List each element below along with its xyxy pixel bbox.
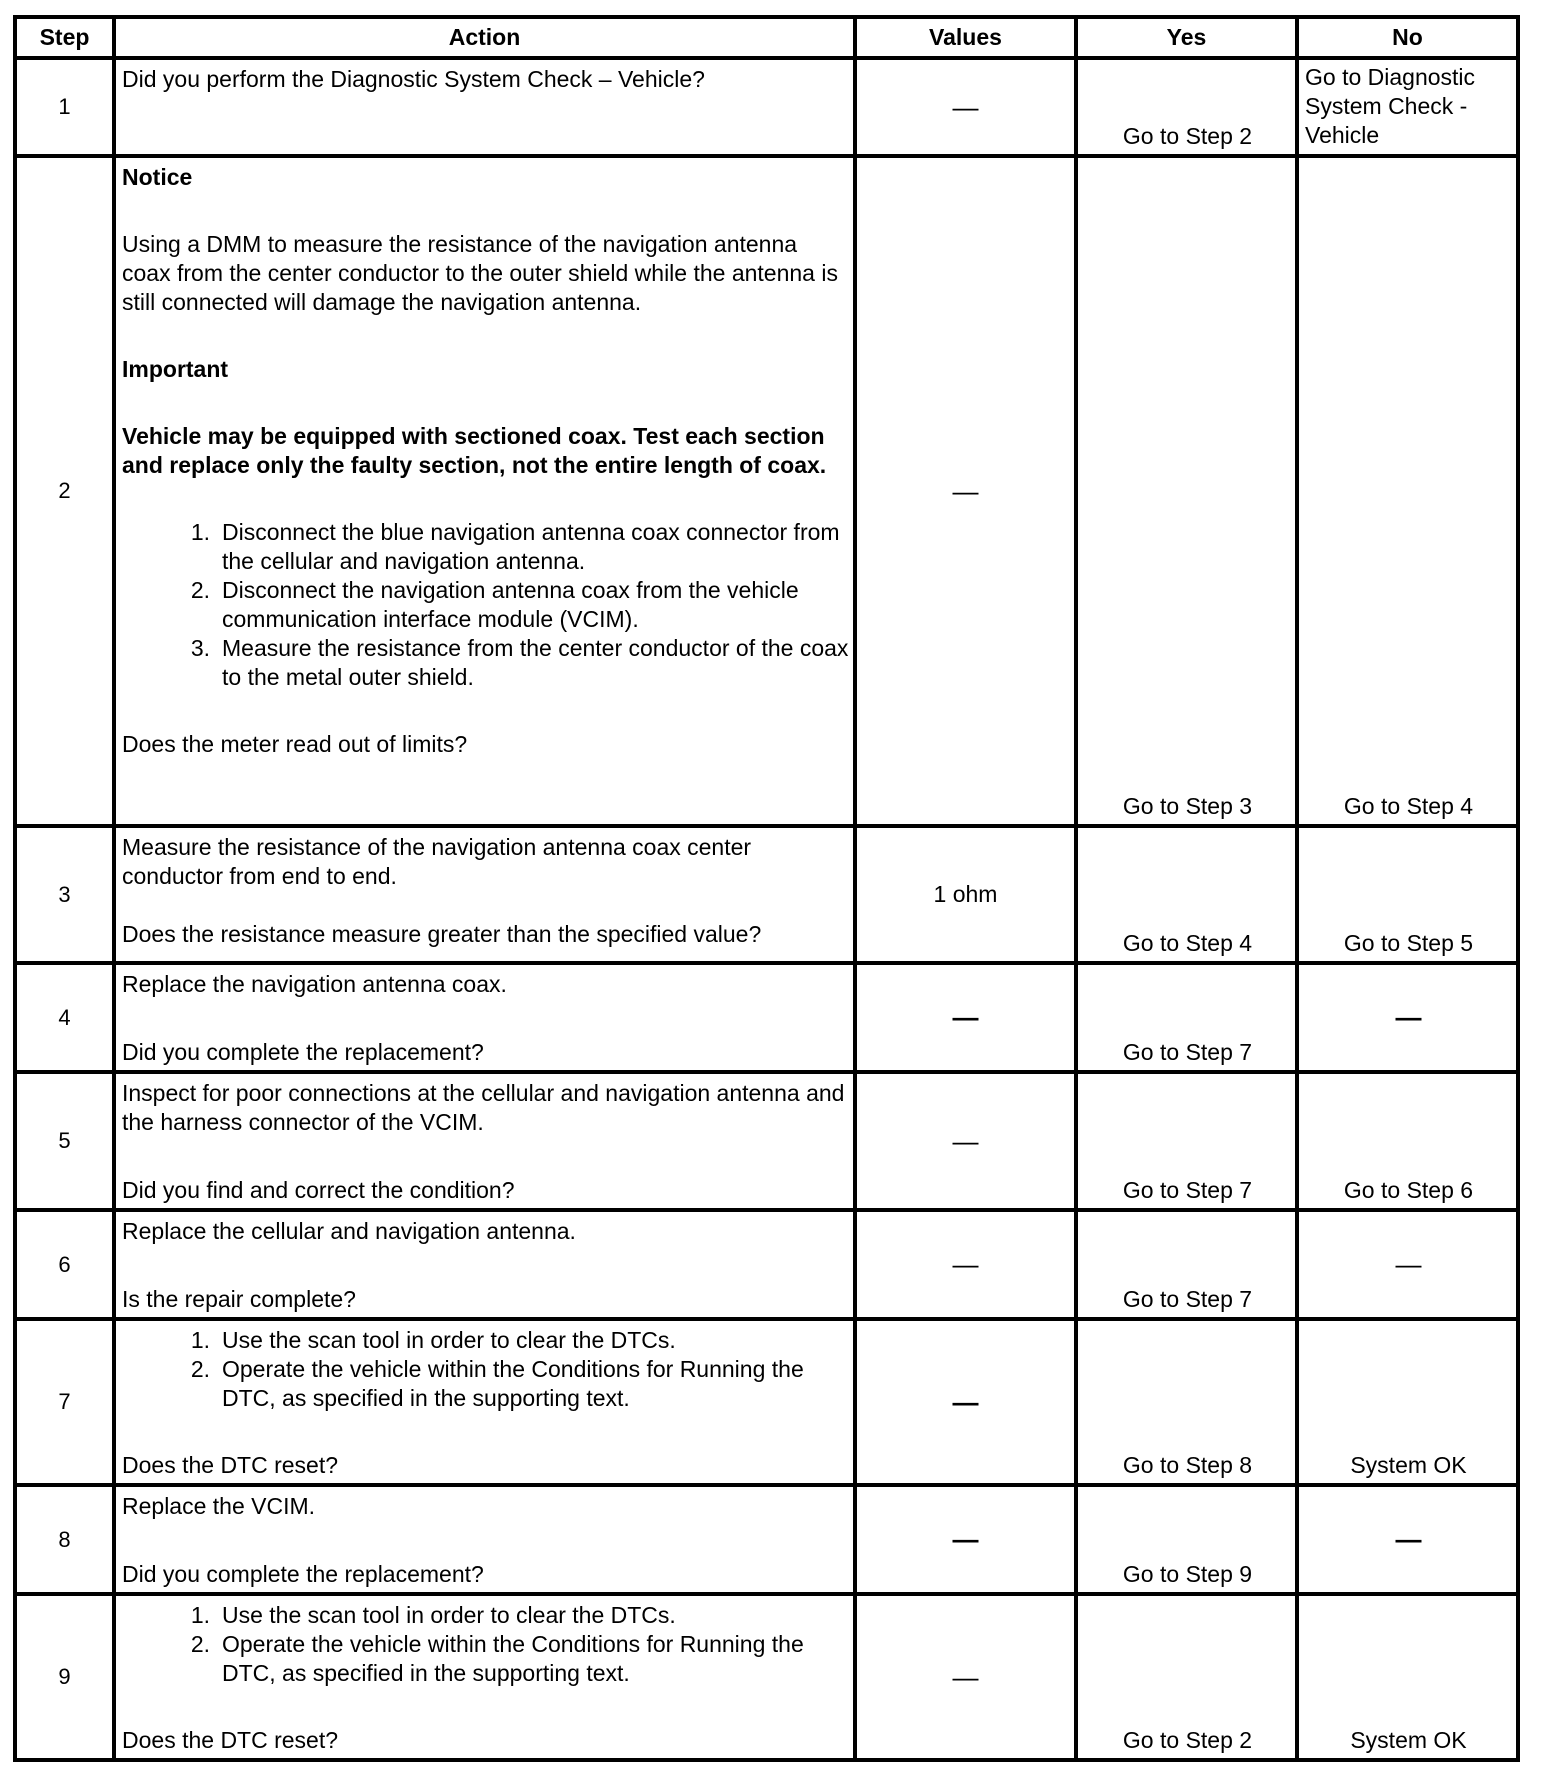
value-cell: — [855, 1594, 1076, 1760]
action-cell [114, 1485, 855, 1594]
table-row [15, 58, 1518, 156]
no-cell [1297, 1072, 1518, 1210]
value-cell: — [855, 156, 1076, 826]
notice-text: Using a DMM to measure the resistance of the navigation antenna coax from the center conductor to the outer shield while the antenna is still connected will damage the navigation antenna. [122, 231, 838, 315]
question-text: Does the DTC reset? [122, 1452, 339, 1478]
question-text: Did you complete the replacement? [122, 1561, 484, 1587]
action-cell [114, 1210, 855, 1319]
yes-cell [1076, 1319, 1297, 1485]
list-item: 1. Use the scan tool in order to clear the DTCs. [190, 1602, 676, 1628]
table-row [15, 1210, 1518, 1319]
procedure-list [122, 1601, 849, 1688]
table-row [15, 1485, 1518, 1594]
value-cell: — [855, 1319, 1076, 1485]
yes-link[interactable]: Go to Step 7 [1122, 1039, 1253, 1065]
value-cell: — [855, 1072, 1076, 1210]
question-text: Did you find and correct the condition? [122, 1177, 515, 1203]
question-text: Does the resistance measure greater than the specified value? [122, 921, 762, 947]
no-link[interactable]: Go to Step 6 [1343, 1177, 1474, 1203]
step-number: 5 [15, 1072, 114, 1210]
step-number: 9 [15, 1594, 114, 1760]
step-number: 2 [15, 156, 114, 826]
header-no: No [1297, 17, 1518, 58]
no-link[interactable]: Go to Step 4 [1343, 793, 1474, 819]
value-cell: — [855, 58, 1076, 156]
yes-cell [1076, 58, 1297, 156]
action-text: Replace the cellular and navigation antenna. [122, 1218, 576, 1244]
table-row [15, 1072, 1518, 1210]
yes-cell [1076, 1594, 1297, 1760]
table-row [15, 1594, 1518, 1760]
list-item: 1. Disconnect the blue navigation antenna coax connector from the cellular and navigation antenna. [190, 519, 840, 574]
yes-cell [1076, 1210, 1297, 1319]
action-text: Measure the resistance of the navigation antenna coax center conductor from end to end. [122, 834, 752, 889]
no-link[interactable]: System OK [1350, 1452, 1467, 1478]
action-text: Did you perform the Diagnostic System Check – Vehicle? [122, 66, 705, 92]
header-row [15, 17, 1518, 58]
no-cell [1297, 1594, 1518, 1760]
question-text: Does the meter read out of limits? [122, 731, 468, 757]
list-item: 1. Use the scan tool in order to clear the DTCs. [190, 1327, 676, 1353]
yes-link[interactable]: Go to Step 7 [1122, 1177, 1253, 1203]
table-row [15, 963, 1518, 1072]
no-link[interactable]: Go to Step 5 [1343, 930, 1474, 956]
list-item: 2. Operate the vehicle within the Conditions for Running the DTC, as specified in the supporting text. [190, 1631, 804, 1686]
header-yes: Yes [1076, 17, 1297, 58]
yes-cell [1076, 156, 1297, 826]
yes-link[interactable]: Go to Step 2 [1122, 1727, 1253, 1753]
table-row [15, 826, 1518, 963]
yes-link[interactable]: Go to Step 7 [1122, 1286, 1253, 1312]
question-text: Is the repair complete? [122, 1286, 356, 1312]
no-cell: — [1297, 1210, 1518, 1319]
action-text: Inspect for poor connections at the cellular and navigation antenna and the harness connector of the VCIM. [122, 1080, 845, 1135]
yes-link[interactable]: Go to Step 8 [1122, 1452, 1253, 1478]
no-cell [1297, 1319, 1518, 1485]
value-cell: — [855, 963, 1076, 1072]
question-text: Did you complete the replacement? [122, 1039, 484, 1065]
step-number: 6 [15, 1210, 114, 1319]
header-action: Action [114, 17, 855, 58]
action-cell [114, 1319, 855, 1485]
yes-link[interactable]: Go to Step 2 [1122, 123, 1253, 149]
action-cell [114, 826, 855, 963]
action-cell [114, 1072, 855, 1210]
step-number: 3 [15, 826, 114, 963]
action-cell [114, 58, 855, 156]
yes-cell [1076, 1072, 1297, 1210]
yes-link[interactable]: Go to Step 9 [1122, 1561, 1253, 1587]
header-step: Step [15, 17, 114, 58]
list-item: 2. Disconnect the navigation antenna coax from the vehicle communication interface module (VCIM). [190, 577, 799, 632]
yes-cell [1076, 826, 1297, 963]
action-text: Replace the VCIM. [122, 1493, 316, 1519]
step-number: 7 [15, 1319, 114, 1485]
important-text: Vehicle may be equipped with sectioned coax. Test each section and replace only the faulty section, not the entire length of coax. [122, 423, 827, 478]
value-cell: — [855, 1210, 1076, 1319]
step-number: 8 [15, 1485, 114, 1594]
action-cell [114, 156, 855, 826]
action-cell [114, 963, 855, 1072]
no-cell: — [1297, 963, 1518, 1072]
notice-label: Notice [122, 164, 193, 190]
step-number: 1 [15, 58, 114, 156]
yes-cell [1076, 963, 1297, 1072]
diagnostic-table [13, 15, 1520, 1762]
yes-cell [1076, 1485, 1297, 1594]
question-text: Does the DTC reset? [122, 1727, 339, 1753]
step-number: 4 [15, 963, 114, 1072]
important-label: Important [122, 356, 229, 382]
no-cell [1297, 58, 1518, 156]
procedure-list [122, 518, 849, 692]
table-row [15, 1319, 1518, 1485]
action-text: Replace the navigation antenna coax. [122, 971, 507, 997]
header-values: Values [855, 17, 1076, 58]
procedure-list [122, 1326, 849, 1413]
yes-link[interactable]: Go to Step 4 [1122, 930, 1253, 956]
action-cell [114, 1594, 855, 1760]
no-link[interactable]: Go to Diagnostic System Check - Vehicle [1305, 64, 1476, 148]
list-item: 3. Measure the resistance from the center conductor of the coax to the metal outer shield. [190, 635, 849, 690]
value-cell: 1 ohm [855, 826, 1076, 963]
no-link[interactable]: System OK [1350, 1727, 1467, 1753]
value-cell: — [855, 1485, 1076, 1594]
table-row [15, 156, 1518, 826]
no-cell [1297, 826, 1518, 963]
yes-link[interactable]: Go to Step 3 [1122, 793, 1253, 819]
no-cell: — [1297, 1485, 1518, 1594]
no-cell [1297, 156, 1518, 826]
list-item: 2. Operate the vehicle within the Conditions for Running the DTC, as specified in the supporting text. [190, 1356, 804, 1411]
